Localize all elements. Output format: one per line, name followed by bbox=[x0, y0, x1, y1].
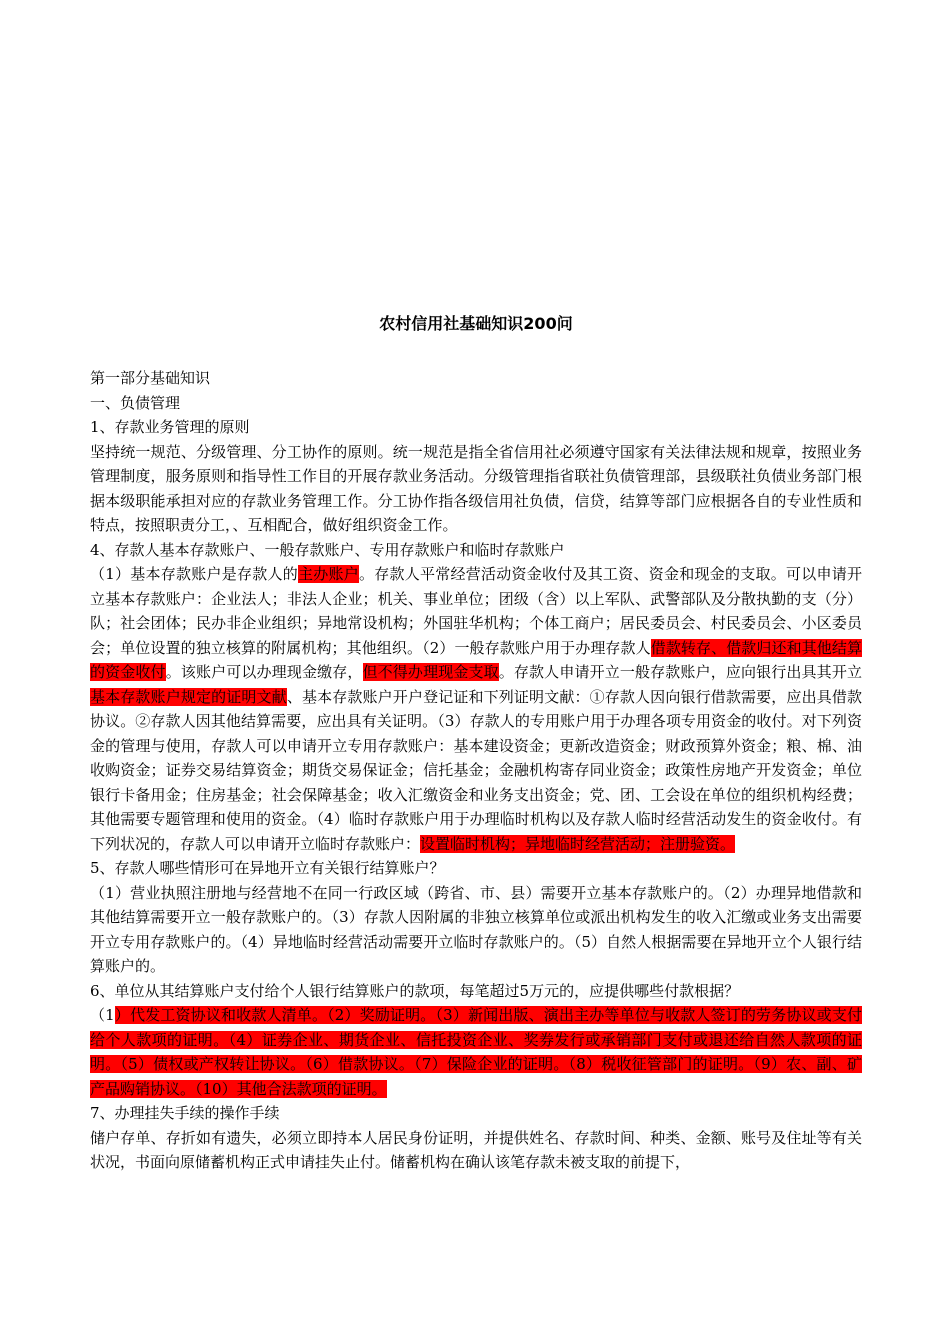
document-page bbox=[90, 312, 862, 1175]
q6-text-1: （1 bbox=[90, 1006, 115, 1024]
part-heading: 第一部分基础知识 bbox=[90, 369, 211, 387]
q4-text-5: 、基本存款账户开户登记证和下列证明文献：①存款人因向银行借款需要，应出具借款协议。②存款人因其他结算需要，应出具有关证明。（3）存款人的专用账户用于办理各项专用资金的收付。对下列资金的管理与使用，存款人可以申请开立专用存款账户：基本建设资金；更新改造资金；财政预算外资金；粮、棉、油收购资金；证券交易结算资金；期货交易保证金；信托基金；金融机构寄存同业资金；政策性房地产开发资金；单位银行卡备用金；住房基金；社会保障基金；收入汇缴资金和业务支出资金；党、团、工会设在单位的组织机构经费；其他需要专题管理和使用的资金。（4）临时存款账户用于办理临时机构以及存款人临时经营活动发生的资金收付。有下列状况的，存款人可以申请开立临时存款账户： bbox=[90, 687, 862, 853]
q4-heading: 4、存款人基本存款账户、一般存款账户、专用存款账户和临时存款账户 bbox=[90, 540, 565, 559]
q1-body: 坚持统一规范、分级管理、分工协作的原则。统一规范是指全省信用社必须遵守国家有关法律法规和规章，按照业务管理制度，服务原则和指导性工作目的开展存款业务活动。分级管理指省联社负债管理部，县级联社负债业务部门根据本级职能承担对应的存款业务管理工作。分工协作指各级信用社负债，信贷，结算等部门应根据各自的专业性质和特点，按照职责分工，、互相配合，做好组织资金工作。 bbox=[90, 442, 862, 534]
q6-heading: 6、单位从其结算账户支付给个人银行结算账户的款项，每笔超过5万元的，应提供哪些付款根据？ bbox=[90, 981, 740, 1000]
q4-text-3: 。该账户可以办理现金缴存， bbox=[165, 663, 363, 681]
q4-highlight-2: 借款转存、借款归还和其他结算的资金收付 bbox=[90, 638, 862, 681]
q4-highlight-5: 设置临时机构；异地临时经营活动；注册验资。 bbox=[420, 834, 736, 853]
q4-text-4: 。存款人申请开立一般存款账户，应向银行出具其开立 bbox=[498, 663, 862, 681]
q4-highlight-1: 主办账户 bbox=[298, 565, 360, 583]
q6-highlight-1: ）代发工资协议和收款人清单。（2）奖励证明。（3）新闻出版、演出主办等单位与收款人签订的劳务协议或支付给个人款项的证明。（4）证券企业、期货企业、信托投资企业、奖券发行或承销部门支付或退还给自然人款项的证明。（5）债权或产权转让协议。（6）借款协议。（7）保险企业的证明。（8）税收征管部门的证明。（9）农、副、矿产品购销协议。（10）其他合法款项的证明。 bbox=[90, 1006, 863, 1098]
q4-highlight-3: 但不得办理现金支取 bbox=[362, 663, 499, 681]
q7-body: 储户存单、存折如有遗失，必须立即持本人居民身份证明，并提供姓名、存款时间、种类、金额、账号及住址等有关状况，书面向原储蓄机构正式申请挂失止付。储蓄机构在确认该笔存款未被支取的前提下， bbox=[90, 1128, 862, 1171]
document-title: 农村信用社基础知识200问 bbox=[379, 314, 573, 333]
q7-heading: 7、办理挂失手续的操作手续 bbox=[90, 1104, 280, 1122]
q4-text-2: 。存款人平常经营活动资金收付及其工资、资金和现金的支取。可以申请开立基本存款账户：企业法人；非法人企业；机关、事业单位；团级（含）以上军队、武警部队及分散执勤的支（分）队；社会团体；民办非企业组织；异地常设机构；外国驻华机构；个体工商户；居民委员会、村民委员会、小区委员会；单位设置的独立核算的附属机构；其他组织。（2）一般存款账户用于办理存款人 bbox=[90, 565, 862, 657]
q1-heading: 1、存款业务管理的原则 bbox=[90, 418, 250, 436]
q4-body bbox=[90, 562, 862, 856]
q6-body bbox=[90, 1003, 862, 1101]
q5-heading: 5、存款人哪些情形可在异地开立有关银行结算账户？ bbox=[90, 859, 445, 877]
q4-text-1: （1）基本存款账户是存款人的 bbox=[90, 565, 299, 583]
q4-highlight-4: 基本存款账户规定的证明文献 bbox=[90, 687, 287, 706]
section-heading: 一、负债管理 bbox=[90, 393, 181, 412]
q5-body: （1）营业执照注册地与经营地不在同一行政区域（跨省、市、县）需要开立基本存款账户的。（2）办理异地借款和其他结算需要开立一般存款账户的。（3）存款人因附属的非独立核算单位或派出机构发生的收入汇缴或业务支出需要开立专用存款账户的。（4）异地临时经营活动需要开立临时存款账户的。（5）自然人根据需要在异地开立个人银行结算账户的。 bbox=[90, 883, 862, 975]
